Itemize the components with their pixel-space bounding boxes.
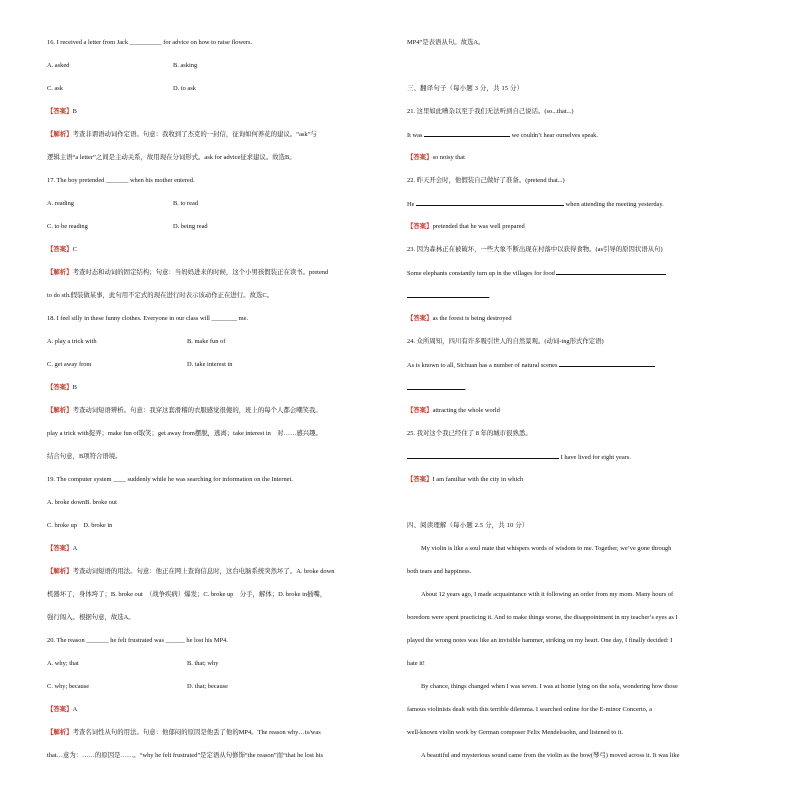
answer-value: pretended that he was well prepared (432, 223, 525, 230)
passage-line: A beautiful and mysterious sound came from the violin as the bow(琴弓) moved across it. It was like (421, 752, 680, 759)
answer-value: B (72, 384, 77, 391)
q18-analysis-3: 结合句意，B项符合语境。 (47, 453, 122, 460)
t21-sentence (407, 129, 598, 142)
q17-stem: 17. The boy pretended _______ when his mother entered. (47, 177, 195, 184)
analysis-tag: 【解析】 (47, 568, 73, 575)
sentence-end: we couldn’t hear ourselves speak. (511, 132, 598, 139)
q16-option-b: B. asking (173, 62, 198, 69)
q20-stem: 20. The reason _______ he felt frustrated was ______ he lost his MP4. (47, 637, 228, 644)
q16-option-c: C. ask (47, 85, 63, 92)
passage-line: famous violinists dealt with this terrible dilemma. I searched online for the E-minor Concerto, a (407, 706, 652, 713)
section-3-heading: 三、翻译句子（每小题 3 分，共 15 分） (407, 85, 524, 92)
answer-tag: 【答案】 (47, 706, 73, 713)
t25-sentence (407, 451, 631, 464)
answer-blank[interactable] (407, 290, 489, 298)
q20-option-b: B. that; why (187, 660, 219, 667)
q17-option-c: C. to be reading (47, 223, 88, 230)
q18-option-b: B. make fun of (187, 338, 226, 345)
q16-answer (47, 106, 77, 118)
answer-tag: 【答案】 (407, 223, 433, 230)
answer-value: C (72, 246, 77, 253)
answer-tag: 【答案】 (47, 545, 73, 552)
answer-blank[interactable] (416, 198, 564, 206)
q20-answer (47, 704, 77, 716)
answer-value: B (72, 108, 77, 115)
answer-value: so noisy that (432, 154, 465, 161)
answer-value: A (72, 545, 78, 552)
q18-option-c: C. get away from (47, 361, 92, 368)
passage-line: About 12 years ago, I made acquaintance with it following an order from my mom. Many hours of (421, 591, 674, 598)
analysis-text: 考查名词性从句的用法。句意：他郁闷的原因是他丢了他的MP4。The reason why…is/was (72, 729, 321, 736)
t25-answer (407, 474, 523, 486)
passage-line: By chance, things changed when I was seven. I was at home lying on the sofa, wondering how those (421, 683, 678, 690)
analysis-text: 考查动词短语辨析。句意：我穿这套滑稽的衣服感觉很傻的，班上的每个人都会嘲笑我。 (72, 407, 322, 414)
q18-analysis-2: play a trick with捉弄；make fun of取笑；get away from摆脱，逃离；take interest in 对……感兴趣。 (47, 430, 322, 437)
t24-prompt: 24. 众所周知，四川有许多吸引世人的自然景观。(动词-ing形式作定语) (407, 338, 604, 345)
q19-analysis-2: 机器坏了，身体垮了；B. broke out （战争疾病）爆发；C. broke up 分手，解体；D. broke in插嘴， (47, 591, 327, 598)
sentence-end: when attending the meeting yesterday. (565, 201, 664, 208)
q19-stem: 19. The computer system ____ suddenly while he was searching for information on the Internet. (47, 476, 293, 483)
q19-answer (47, 543, 77, 555)
q16-analysis-1 (47, 129, 317, 141)
answer-blank[interactable] (407, 451, 559, 459)
answer-value: I am familiar with the city in which (432, 476, 524, 483)
q17-analysis-1 (47, 267, 328, 279)
answer-blank[interactable] (556, 267, 666, 275)
q17-option-b: B. to read (173, 200, 199, 207)
q19-analysis-1 (47, 566, 334, 578)
sentence-end: . (489, 293, 491, 300)
q16-option-d: D. to ask (173, 85, 196, 92)
answer-tag: 【答案】 (407, 154, 433, 161)
q18-option-d: D. take interest in (187, 361, 233, 368)
analysis-text: 考查非谓语动词作定语。句意：我收到了杰克的一封信，征询如何养花的建议。“ask”与 (72, 131, 317, 138)
q20-analysis-2: that…意为：……的原因是……。“why he felt frustrated”是定语从句修饰“the reason”而“that he lost his (47, 752, 323, 759)
q18-stem: 18. I feel silly in these funny clothes. Everyone in our class will ________ me. (47, 315, 249, 322)
t23-answer (407, 313, 512, 325)
answer-tag: 【答案】 (407, 315, 433, 322)
q19-options-ab: A. broke downB. broke out (47, 499, 117, 506)
q20-analysis-1 (47, 727, 321, 739)
analysis-text: 考查动词短语的用法。句意：他正在网上查询信息时，这台电脑系统突然坏了。A. broke down (72, 568, 335, 575)
sentence-start: He (407, 201, 415, 208)
analysis-tag: 【解析】 (47, 269, 73, 276)
t24-answer (407, 405, 500, 417)
q20-option-d: D. that; because (187, 683, 228, 690)
q17-answer (47, 244, 77, 256)
q17-analysis-2: to do sth.假装做某事，此句用不定式的现在进行时表示该动作正在进行。故选C。 (47, 292, 273, 299)
t22-sentence (407, 198, 664, 211)
t22-prompt: 22. 昨天开会时，他假装自己做好了准备。(pretend that...) (407, 177, 565, 184)
answer-blank[interactable] (424, 129, 510, 137)
passage-line: My violin is like a soul mate that whispers words of wisdom to me. Together, we’ve gone through (421, 545, 672, 552)
q19-analysis-3: 强行闯入。根据句意，故选A。 (47, 614, 135, 621)
t25-prompt: 25. 我对这个我已经住了 8 年的城市很熟悉。 (407, 430, 532, 437)
q20-option-a: A. why; that (47, 660, 79, 667)
q17-option-a: A. reading (47, 200, 74, 207)
passage-line: well-known violin work by German composer Felix Mendelssohn, and listened to it. (407, 729, 624, 736)
q18-answer (47, 382, 77, 394)
section-4-heading: 四、阅读理解（每小题 2.5 分，共 10 分） (407, 522, 529, 529)
sentence-start: Some elephants constantly turn up in the villages for food (407, 270, 555, 277)
q16-analysis-2: 逻辑主语“a letter”之间是主动关系，故用现在分词形式。ask for advice征求建议。故选B。 (47, 154, 296, 161)
t23-prompt: 23. 因为森林正在被破坏，一些大象不断出现在村落中以获得食物。(as引导的原因状语从句) (407, 246, 663, 253)
t24-sentence (407, 359, 655, 372)
q16-stem: 16. I received a letter from Jack __________ for advice on how to raise flowers. (47, 39, 253, 46)
answer-value: as the forest is being destroyed (432, 315, 512, 322)
answer-tag: 【答案】 (47, 246, 73, 253)
answer-value: attracting the whole world (432, 407, 500, 414)
analysis-tag: 【解析】 (47, 407, 73, 414)
t21-answer (407, 152, 465, 164)
t23-sentence-cont (407, 290, 491, 303)
sentence-end: I have lived for eight years. (560, 454, 631, 461)
passage-line: played the wrong notes was like an invisible hammer, striking on my heart. One day, I finally decided: I (407, 637, 673, 644)
sentence-end: . (465, 385, 467, 392)
answer-blank[interactable] (559, 359, 655, 367)
answer-tag: 【答案】 (407, 476, 433, 483)
analysis-text: 考查时态和动词的固定结构；句意：当妈妈进来的时候，这个小男孩假装正在读书。pretend (72, 269, 329, 276)
q16-option-a: A. asked (47, 62, 70, 69)
answer-tag: 【答案】 (47, 108, 73, 115)
t21-prompt: 21. 这里如此嘈杂以至于我们无法听到自己说话。(so...that...) (407, 108, 574, 115)
analysis-tag: 【解析】 (47, 729, 73, 736)
sentence-start: As is known to all, Sichuan has a number of natural scenes (407, 362, 558, 369)
answer-tag: 【答案】 (47, 384, 73, 391)
answer-value: A (72, 706, 78, 713)
t22-answer (407, 221, 525, 233)
passage-line: hate it! (407, 660, 425, 667)
answer-blank[interactable] (407, 382, 465, 390)
passage-line: boredom were spent practicing it. And to make things worse, the disappointment in my teacher’s eyes as I (407, 614, 678, 621)
q20-analysis-continued: MP4”是表语从句。故选A。 (407, 39, 485, 46)
q20-option-c: C. why; because (47, 683, 90, 690)
q19-options-cd: C. broke up D. broke in (47, 522, 113, 529)
t23-sentence (407, 267, 666, 280)
analysis-tag: 【解析】 (47, 131, 73, 138)
q18-option-a: A. play a trick with (47, 338, 97, 345)
sentence-start: It was (407, 132, 423, 139)
q18-analysis-1 (47, 405, 322, 417)
q17-option-d: D. being read (173, 223, 208, 230)
t24-sentence-cont (407, 382, 467, 395)
passage-line: both tears and happiness. (407, 568, 472, 575)
answer-tag: 【答案】 (407, 407, 433, 414)
